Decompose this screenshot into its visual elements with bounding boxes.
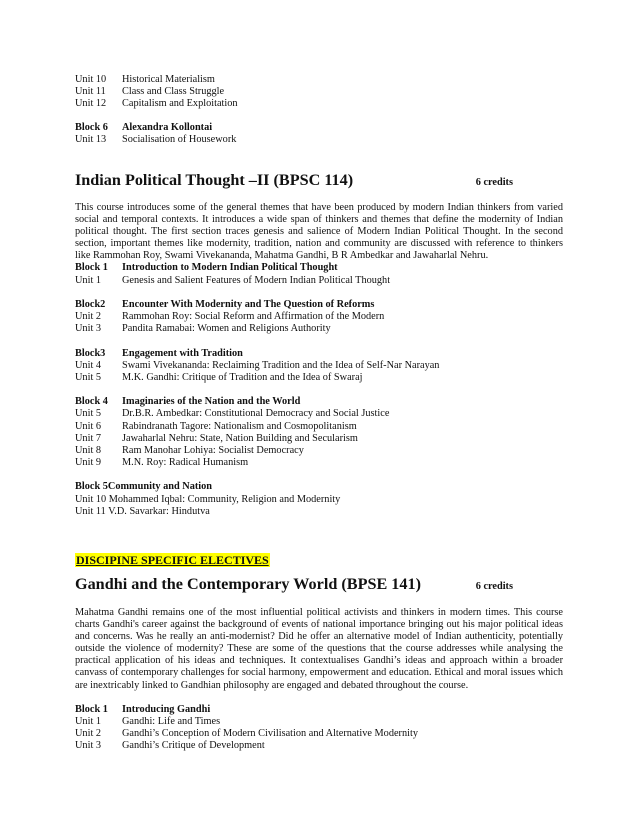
block-code: Block3 <box>75 347 106 359</box>
document-page <box>75 74 563 752</box>
block-heading <box>75 122 563 134</box>
block-heading <box>75 299 563 311</box>
unit-title: Historical Materialism <box>122 74 215 85</box>
unit-code: Unit 6 <box>75 420 102 432</box>
unit-row <box>75 360 563 372</box>
block-code: Block 4 <box>75 396 108 408</box>
unit-row <box>75 433 563 445</box>
unit-title: Gandhi: Life and Times <box>122 715 221 727</box>
course-description: This course introduces some of the general themes that have been produced by modern Indian thinkers from varied social and temporal contexts. It introduces a wide span of thinkers and themes that define the modernity of Indian political thought. The first section traces genesis and salience of Modern Indian Political Thought. In the second section, important themes like modernity, tradition, nation and community are discussed with reference to thinkers like Rammohan Roy, Swami Vivekananda, Mahatma Gandhi, B R Ambedkar and Jawaharlal Nehru. <box>75 202 563 262</box>
unit-title: M.K. Gandhi: Critique of Tradition and the Idea of Swaraj <box>122 371 363 383</box>
block-title: Imaginaries of the Nation and the World <box>122 396 301 408</box>
unit-title: Class and Class Struggle <box>122 86 225 98</box>
unit-title: M.N. Roy: Radical Humanism <box>122 457 249 469</box>
unit-code: Unit 4 <box>75 359 102 371</box>
block-title: Introducing Gandhi <box>122 703 211 715</box>
unit-row <box>75 372 563 384</box>
block-title: Engagement with Tradition <box>122 347 243 359</box>
block-code: Block 1 <box>75 703 108 715</box>
unit-code: Unit 5 <box>75 408 102 420</box>
unit-code: Unit 3 <box>75 740 102 752</box>
unit-row <box>75 408 563 420</box>
block-title: Introduction to Modern Indian Political Thought <box>122 262 338 274</box>
unit-row <box>75 311 563 323</box>
unit-row <box>75 716 563 728</box>
unit-title: Swami Vivekananda: Reclaiming Tradition and the Idea of Self-Nar Narayan <box>122 359 440 371</box>
unit-title: Rabindranath Tagore: Nationalism and Cosmopolitanism <box>122 420 357 432</box>
unit-row <box>75 323 563 335</box>
unit-code: Unit 10 <box>75 74 107 85</box>
unit-row <box>75 74 563 86</box>
unit-row <box>75 86 563 98</box>
unit-title: Capitalism and Exploitation <box>122 98 238 110</box>
course-credits: 6 credits <box>475 177 513 189</box>
unit-title: Rammohan Roy: Social Reform and Affirmation of the Modern <box>122 311 385 323</box>
unit-code: Unit 2 <box>75 311 102 323</box>
block-code: Block 1 <box>75 262 108 274</box>
unit-row <box>75 728 563 740</box>
block-code: Block2 <box>75 298 106 310</box>
block-heading <box>75 348 563 360</box>
unit-title: Pandita Ramabai: Women and Religions Authority <box>122 323 331 335</box>
unit-title: Gandhi’s Conception of Modern Civilisation and Alternative Modernity <box>122 728 418 739</box>
unit-code: Unit 5 <box>75 371 102 383</box>
block-title: Alexandra Kollontai <box>122 121 213 133</box>
unit-code: Unit 9 <box>75 457 102 469</box>
unit-code: Unit 13 <box>75 133 107 145</box>
unit-title: Gandhi’s Critique of Development <box>122 740 265 752</box>
block-heading <box>75 704 563 716</box>
unit-row <box>75 457 563 469</box>
course-title: Indian Political Thought –II (BPSC 114) <box>75 171 354 190</box>
unit-title: Jawaharlal Nehru: State, Nation Building and Secularism <box>122 432 358 444</box>
block-heading: Block 5Community and Nation <box>75 481 213 493</box>
unit-code: Unit 2 <box>75 728 102 739</box>
unit-row <box>75 445 563 457</box>
unit-title: Dr.B.R. Ambedkar: Constitutional Democracy and Social Justice <box>122 408 390 420</box>
unit-title: Socialisation of Housework <box>122 133 237 145</box>
unit-title: Genesis and Salient Features of Modern Indian Political Thought <box>122 274 391 286</box>
unit-row <box>75 98 563 110</box>
course-credits: 6 credits <box>475 580 513 592</box>
unit-row <box>75 134 563 146</box>
unit-row <box>75 275 563 287</box>
block-heading <box>75 396 563 408</box>
unit-code: Unit 1 <box>75 715 102 727</box>
unit-row: Unit 11 V.D. Savarkar: Hindutva <box>75 505 210 517</box>
unit-code: Unit 12 <box>75 98 107 110</box>
unit-row: Unit 10 Mohammed Iqbal: Community, Religion and Modernity <box>75 493 341 505</box>
section-label: DISCIPINE SPECIFIC ELECTIVES <box>76 552 269 567</box>
course-heading <box>75 574 563 597</box>
block-code: Block 6 <box>75 121 108 133</box>
unit-row <box>75 421 563 433</box>
block-heading <box>75 262 563 274</box>
top-unit-list <box>75 74 563 111</box>
unit-title: Ram Manohar Lohiya: Socialist Democracy <box>122 444 304 456</box>
course-title: Gandhi and the Contemporary World (BPSE 141) <box>75 574 421 593</box>
block-title: Encounter With Modernity and The Question of Reforms <box>122 298 375 310</box>
course-heading <box>75 170 563 193</box>
course-description: Mahatma Gandhi remains one of the most influential political activists and thinkers in modern times. This course charts Gandhi's career against the background of events of national importance bringing out his major political ideas and concerns. Was he really an anti-modernist? Did he offer an alternative model of Indian authenticity, potentially outside the violence of modernity? These are some of the questions that the course addresses while analysing the practical application of his ideas and techniques. It contextualises Gandhi’s ideas and approach within a broader canvass of contemporary challenges for social harmony, empowerment and education. Ethical and moral issues which are inextricably linked to Gandhian philosophy are engaged and debated throughout the course. <box>75 606 563 691</box>
unit-code: Unit 11 <box>75 86 106 98</box>
unit-row <box>75 740 563 752</box>
unit-code: Unit 1 <box>75 274 102 286</box>
unit-code: Unit 8 <box>75 444 102 456</box>
unit-code: Unit 7 <box>75 432 102 444</box>
unit-code: Unit 3 <box>75 323 102 335</box>
